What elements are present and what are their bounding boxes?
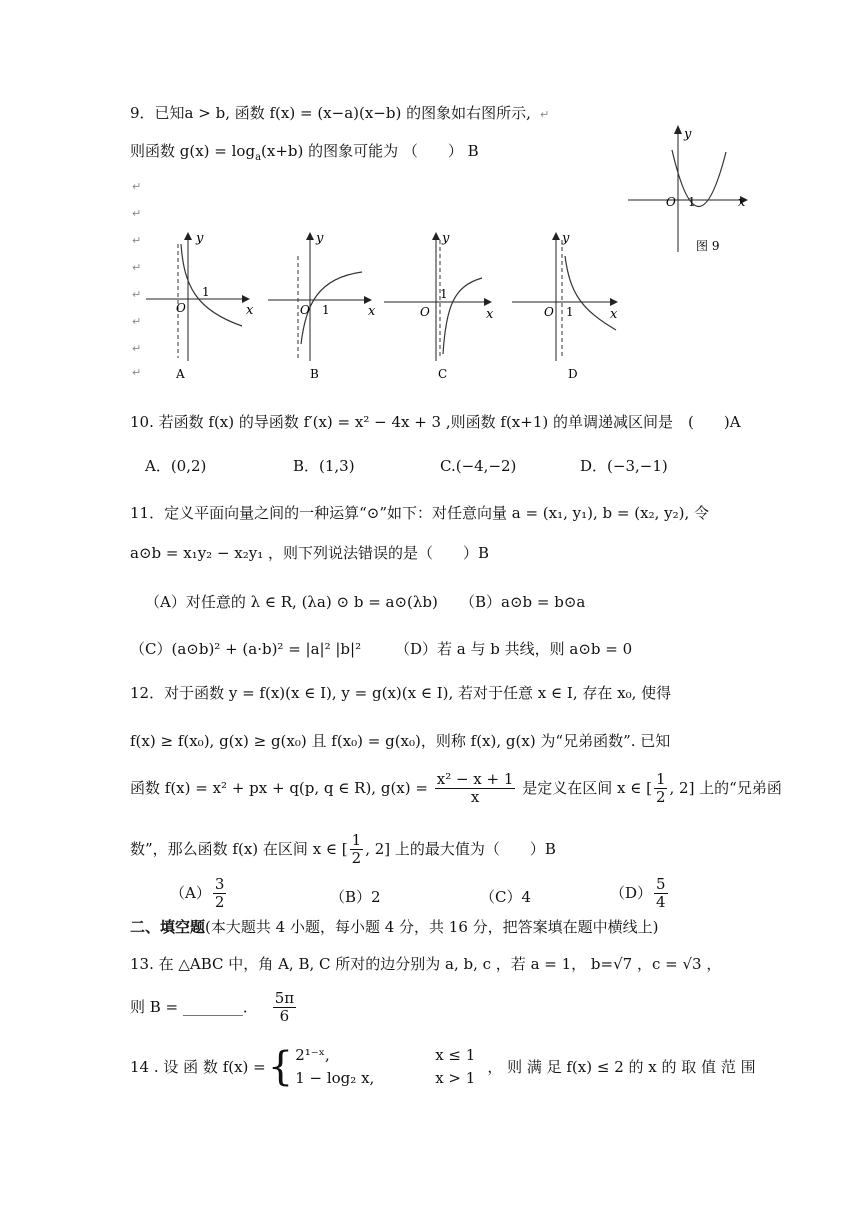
graph-c — [380, 226, 504, 386]
fraction: $\frac{5}{4}$ — [656, 875, 666, 912]
y-axis-label: y — [562, 231, 570, 246]
fraction: $\frac{1}{2}$ — [351, 831, 362, 868]
piecewise-brace: { 2¹⁻ˣ, x ≤ 1 1 − log₂ x, x > 1 — [267, 1043, 476, 1090]
return-mark: ↵ — [132, 288, 142, 301]
tick-label-one: 1 — [566, 305, 574, 319]
q11-stem-line2: a⊙b = x₁y₂ − x₂y₁ ，则下列说法错误的是（ ）B — [130, 544, 490, 562]
q10-option-c: C.(−4,−2) — [440, 457, 517, 475]
graph-label: C — [438, 367, 448, 381]
x-axis-label: x — [610, 307, 618, 322]
q12-option-c: （C）4 — [480, 888, 532, 906]
q11-option-c: （C）(a⊙b)² + (a·b)² = |a|² |b|² — [130, 640, 362, 658]
return-mark: ↵ — [132, 366, 142, 379]
y-axis-label: y — [442, 231, 450, 246]
fraction: $\frac{3}{2}$ — [214, 875, 225, 912]
figure-9-parabola — [628, 122, 758, 262]
q13-line1: 13. 在 △ABC 中，角 A, B, C 所对的边分别为 a, b, c ，若 a = 1， b=√7 ，c = √3 ， — [130, 955, 722, 973]
return-mark: ↵ — [132, 261, 142, 274]
q10-option-d: D．(−3,−1) — [580, 457, 668, 475]
origin-label: O — [176, 301, 186, 315]
fraction: $\frac{\text{x² − x + 1}}{x}$ — [436, 770, 514, 807]
y-axis-label: y — [684, 127, 692, 142]
return-mark: ↵ — [540, 108, 550, 121]
tick-label-one: 1 — [440, 287, 448, 301]
section-heading: 二、填空题(本大题共 4 小题，每小题 4 分，共 16 分，把答案填在题中横线上) — [130, 918, 659, 936]
x-axis-label: x — [246, 303, 254, 318]
q10-option-b: B．(1,3) — [293, 457, 355, 475]
q11-option-b: （B）a⊙b = b⊙a — [460, 593, 586, 611]
graph-label: A — [176, 367, 185, 381]
q13-line2: 则 B = ________． $\frac{5\pi}{6}$ — [130, 989, 295, 1026]
graph-d — [508, 226, 632, 386]
graph-a — [140, 226, 260, 386]
origin-label: O — [666, 195, 676, 209]
q10-option-a: A．(0,2) — [145, 457, 207, 475]
q9-line2: 则函数 $g(x) = \log_a(x+b)$ 的图象可能为 （ ） B — [130, 142, 479, 163]
x-axis-label: x — [368, 304, 376, 319]
y-axis-label: y — [196, 231, 204, 246]
y-axis-label: y — [316, 231, 324, 246]
origin-label: O — [300, 303, 310, 317]
tick-label-one: 1 — [202, 285, 210, 299]
q12-option-a: （A） $\frac{3}{2}$ — [170, 875, 225, 912]
graph-label: B — [310, 367, 319, 381]
q11-option-d: （D）若 a 与 b 共线，则 a⊙b = 0 — [395, 640, 633, 658]
tick-label-one: 1 — [322, 303, 330, 317]
q12-option-b: （B）2 — [330, 888, 381, 906]
fraction: $\frac{1}{2}$ — [655, 770, 666, 807]
return-mark: ↵ — [132, 207, 142, 220]
q12-line3: 函数 f(x) = x² + px + q(p, q ∈ R), g(x) = $\frac{\text{x² − x + 1}}{x}$ 是定义在区间 x ∈ [ $\frac{1}{2}$ , 2] 上的“兄弟函 — [130, 770, 782, 807]
tick-label-one: 1 — [688, 195, 696, 209]
return-mark: ↵ — [132, 180, 142, 193]
q11-stem-line1: 11．定义平面向量之间的一种运算“⊙”如下：对任意向量 a = (x₁, y₁), b = (x₂, y₂), 令 — [130, 504, 709, 522]
x-axis-label: x — [486, 307, 494, 322]
q12-line2: f(x) ≥ f(x₀), g(x) ≥ g(x₀) 且 f(x₀) = g(x₀)，则称 f(x), g(x) 为“兄弟函数”. 已知 — [130, 732, 671, 750]
return-mark: ↵ — [132, 342, 142, 355]
q13-answer-fraction: $\frac{5\pi}{6}$ — [274, 989, 295, 1026]
origin-label: O — [420, 305, 430, 319]
q11-option-a: （A）对任意的 λ ∈ R, (λa) ⊙ b = a⊙(λb) — [145, 593, 438, 611]
q10-stem: 10. 若函数 f(x) 的导函数 f′(x) = x² − 4x + 3 ,则函数 f(x+1) 的单调递减区间是 ( )A — [130, 413, 741, 431]
origin-label: O — [544, 305, 554, 319]
return-mark: ↵ — [132, 315, 142, 328]
q9-line1: 9．已知a > b, 函数 f(x) = (x−a)(x−b) 的图象如右图所示, — [130, 104, 531, 122]
q12-option-d: （D） $\frac{5}{4}$ — [610, 875, 666, 912]
graph-b — [262, 226, 382, 386]
q14-line: 14 . 设 函 数 f(x) = { 2¹⁻ˣ, x ≤ 1 1 − log₂ x, x > 1 ， 则 满 足 f(x) ≤ 2 的 x 的 取 值 范 围 — [130, 1043, 756, 1090]
figure-caption: 图 9 — [696, 239, 720, 253]
piecewise-cases: 2¹⁻ˣ, x ≤ 1 1 − log₂ x, x > 1 — [295, 1046, 476, 1087]
x-axis-label: x — [738, 195, 746, 210]
q12-line4: 数”，那么函数 f(x) 在区间 x ∈ [ $\frac{1}{2}$ , 2] 上的最大值为（ ）B — [130, 831, 556, 868]
return-mark: ↵ — [132, 234, 142, 247]
graph-label: D — [568, 367, 578, 381]
q12-line1: 12．对于函数 y = f(x)(x ∈ I), y = g(x)(x ∈ I), 若对于任意 x ∈ I, 存在 x₀, 使得 — [130, 684, 672, 702]
